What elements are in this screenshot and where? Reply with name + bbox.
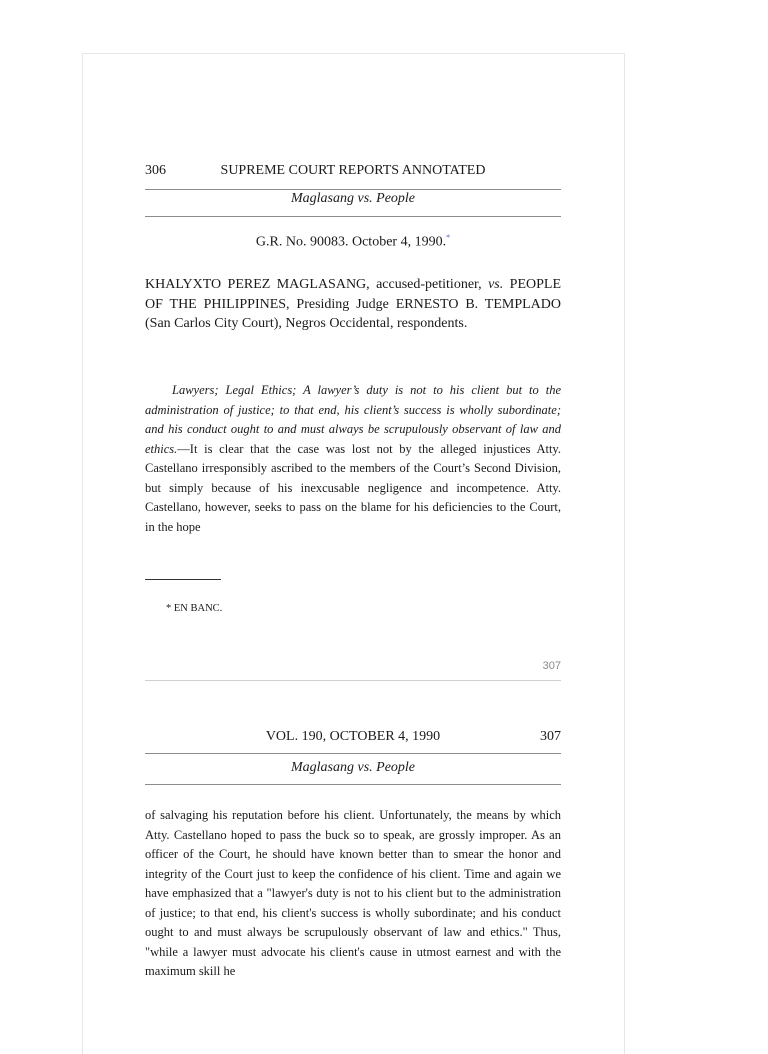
gr-number-text: G.R. No. 90083. October 4, 1990.: [255, 234, 447, 250]
footnote: * EN BANC.: [166, 603, 223, 614]
case-parties: [145, 275, 561, 334]
header-rule: [145, 216, 561, 217]
syllabus-headnote: Lawyers; Legal Ethics; A lawyer’s duty is not to his client but to the administration of justice; to that end, his client’s success is wholly subordinate; and his conduct ought to and must always be scrupulously observant of law and ethics.: [145, 383, 561, 456]
footnote-link[interactable]: *: [446, 233, 451, 242]
page-number: 307: [540, 729, 561, 744]
header-rule: [145, 784, 561, 785]
gr-number: [145, 233, 561, 251]
header-rule: [145, 753, 561, 754]
running-head: [145, 729, 561, 749]
page-number: 306: [145, 163, 166, 178]
page-break-marker: 307: [542, 660, 561, 672]
footnote-rule: [145, 579, 221, 580]
syllabus-paragraph: [145, 381, 561, 537]
page-break-rule: [145, 680, 561, 681]
versus-text: vs.: [488, 277, 504, 292]
case-short-title: Maglasang vs. People: [290, 760, 416, 775]
volume-line: VOL. 190, OCTOBER 4, 1990: [265, 729, 441, 744]
respondent-text: PEOPLE OF THE PHILIPPINES, Presiding Judge ERNESTO B. TEMPLADO (San Carlos City Court), Negros Occidental, respondents.: [145, 277, 561, 331]
running-head: [145, 163, 561, 183]
body-paragraph: of salvaging his reputation before his client. Unfortunately, the means by which Atty. Castellano hoped to pass the buck so to speak, are grossly improper. As an officer of the Court, he should have known better than to smear the honor and integrity of the Court just to keep the confidence of his client. Time and again we have emphasized that a "lawyer's duty is not to his client but to the administration of justice; to that end, his client's success is wholly subordinate; and his conduct ought to and must always be scrupulously observant of law and ethics." Thus, "while a lawyer must advocate his client's cause in utmost earnest and with the maximum skill he: [145, 808, 561, 978]
reporter-title: SUPREME COURT REPORTS ANNOTATED: [220, 163, 486, 178]
header-rule: [145, 189, 561, 190]
case-short-title: Maglasang vs. People: [290, 191, 416, 206]
syllabus-body: —It is clear that the case was lost not by the alleged injustices Atty. Castellano irresponsibly ascribed to the members of the Court’s Second Division, but simply because of his inexcusable negligence and incompetence. Atty. Castellano, however, seeks to pass on the blame for his deficiencies to the Court, in the hope: [145, 441, 561, 534]
petitioner-text: KHALYXTO PEREZ MAGLASANG, accused-petitioner,: [145, 277, 482, 292]
